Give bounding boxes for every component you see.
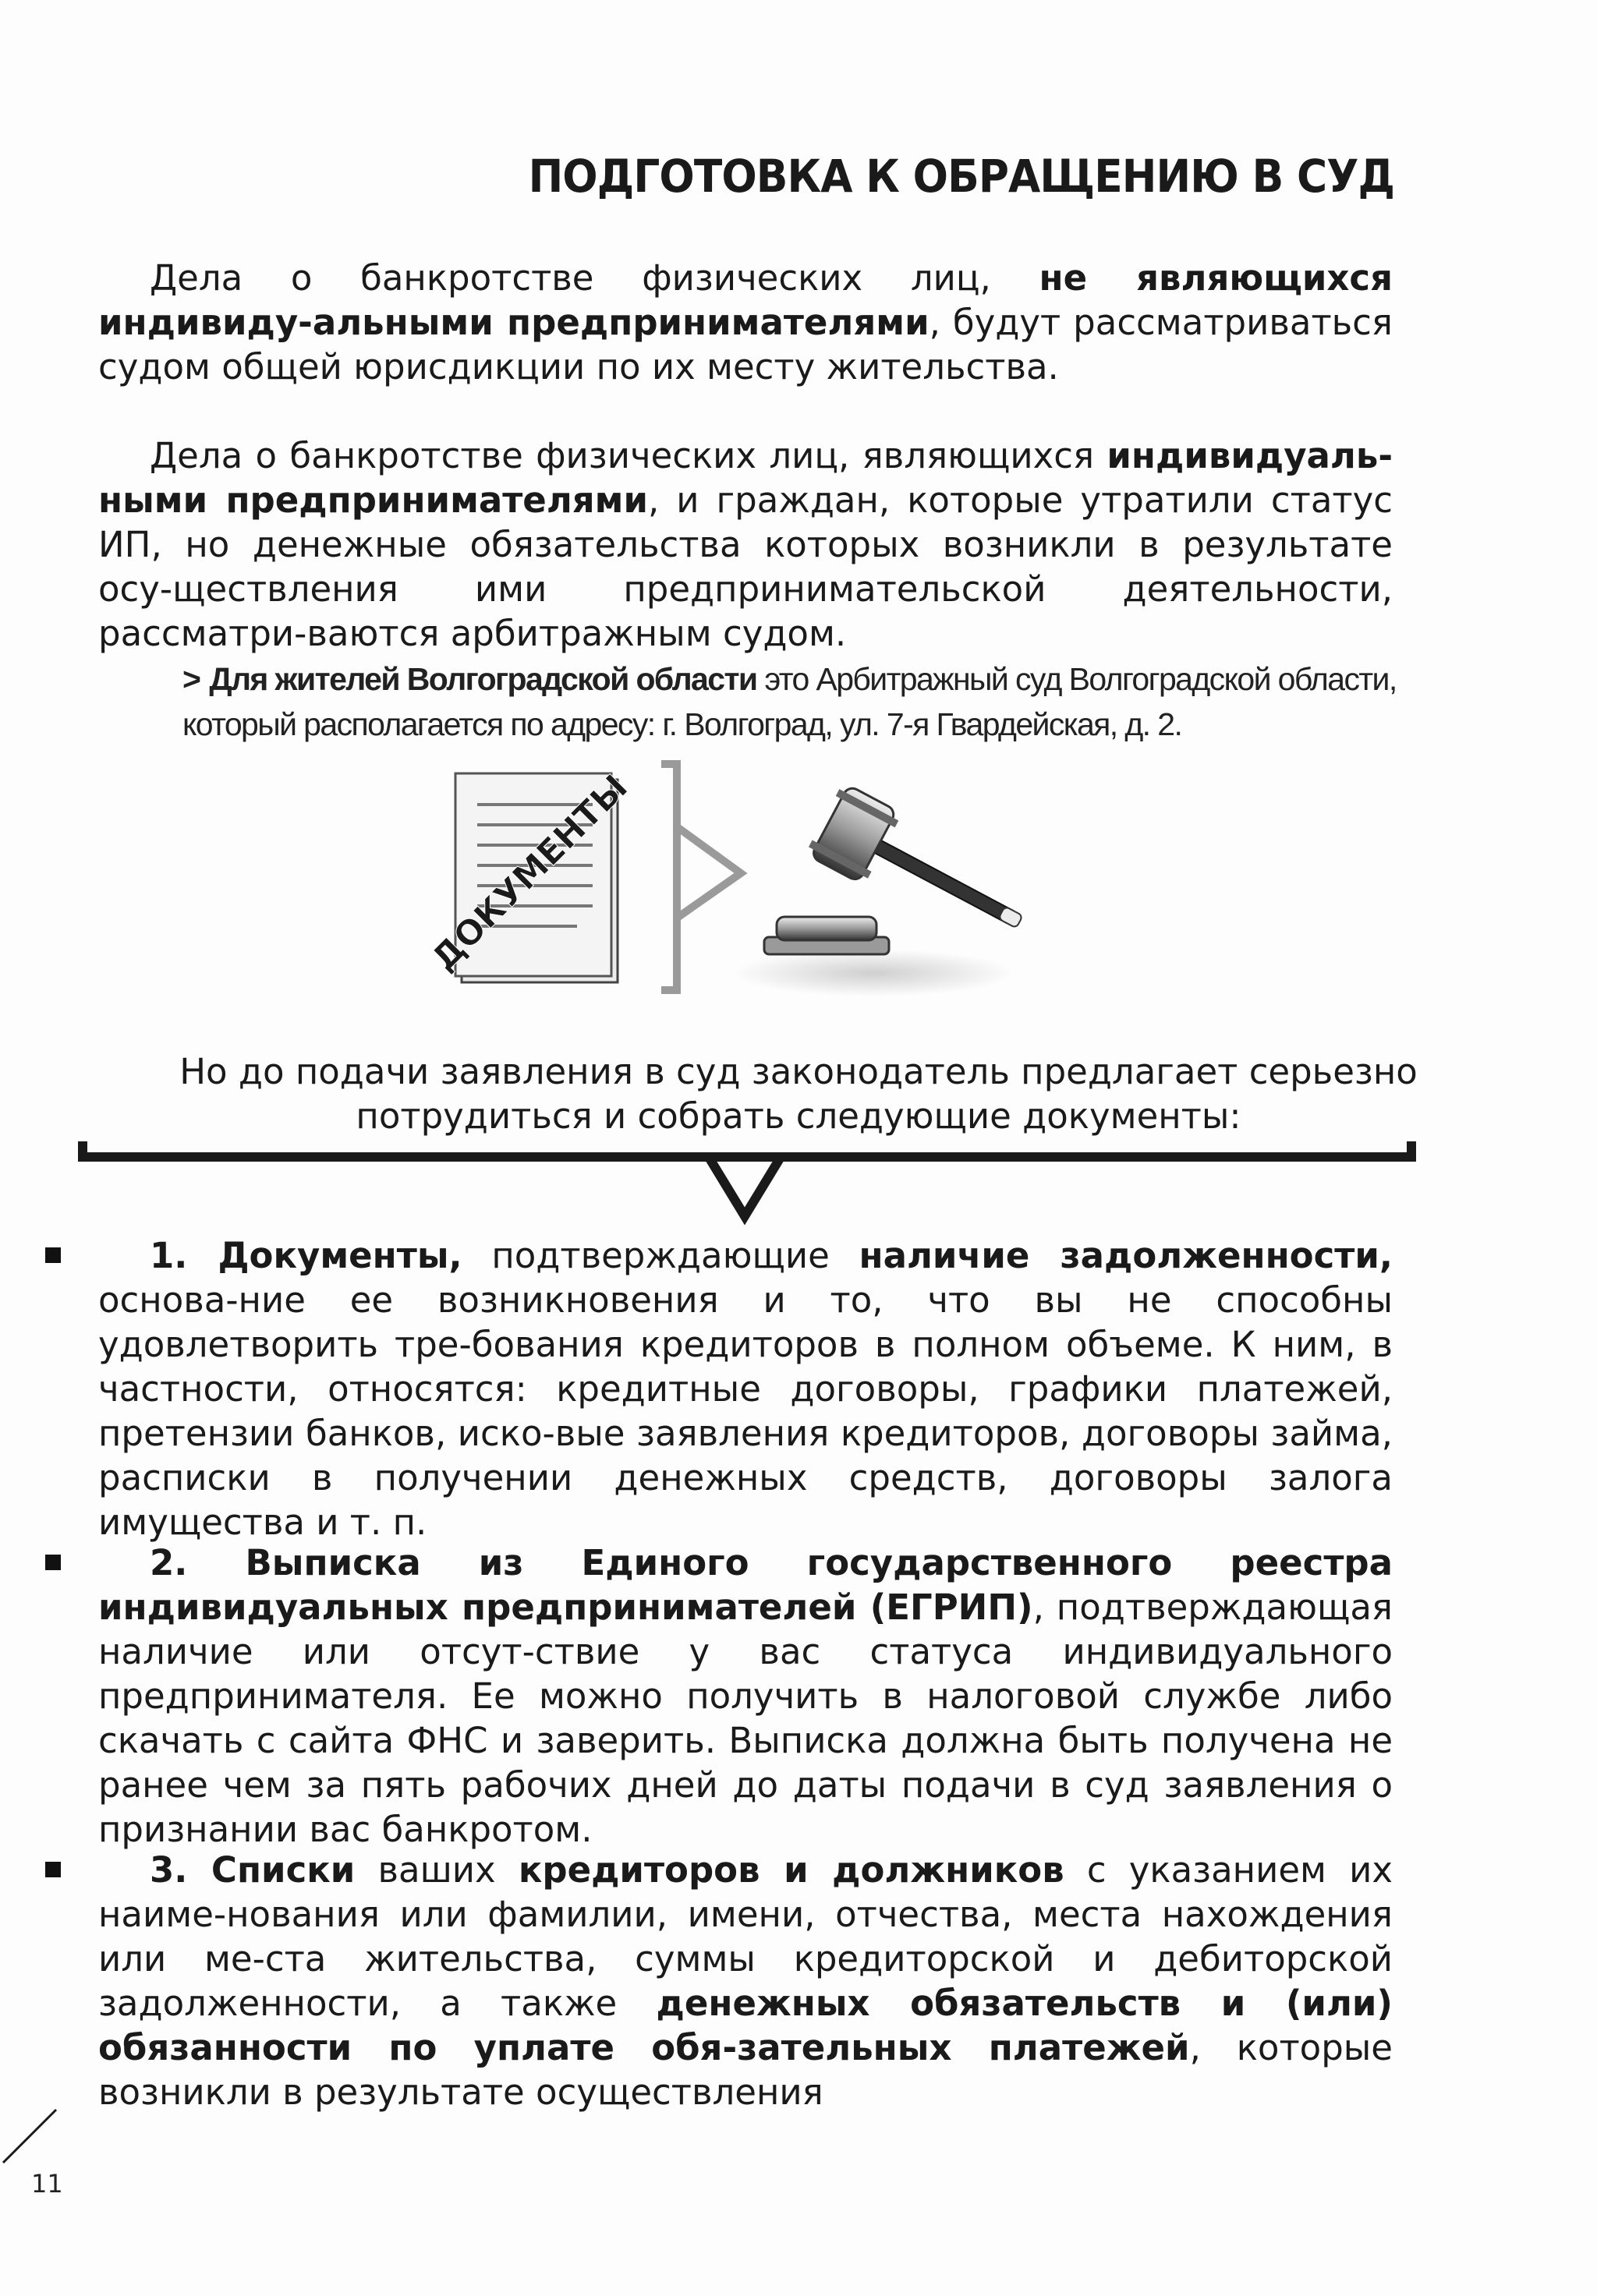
- documents-to-court-illustration: [421, 756, 1123, 1006]
- bracket-arrow-icon: [661, 764, 741, 990]
- item-text: , подтверждающая наличие или отсут-ствие у вас статуса индивидуального предпринимателя. Ее можно получить в налоговой службе либо скачать с сайта ФНС и заверить. Выписка должна быть получена не ранее чем за пять рабочих дней до даты подачи в суд заявления о признании вас банкротом.: [98, 1587, 1393, 1850]
- item-text: , которые возникли в результате осуществления: [98, 2027, 1393, 2113]
- chevron-right-icon: >: [182, 661, 200, 697]
- paragraph-text: Дела о банкротстве физических лиц, являющихся: [150, 435, 1107, 476]
- bullet-icon: [45, 1555, 61, 1570]
- paragraph-bold: не являющихся индивиду-альными предпринимателями: [98, 257, 1393, 343]
- paragraph-text: , и граждан, которые утратили статус ИП, но денежные обязательства которых возникли в результате осу-ществления ими предпринимательской деятельности, рассматри-ваются арбитражным судом.: [98, 479, 1393, 654]
- list-item: [98, 1233, 1393, 1544]
- intro-line-2: потрудиться и собрать следующие документы:: [356, 1095, 1241, 1137]
- list-item: [98, 1848, 1393, 2114]
- bullet-icon: [45, 1862, 61, 1877]
- section-brace-divider: [78, 1130, 1419, 1232]
- paragraph-bold: индивидуаль-ными предпринимателями: [98, 435, 1393, 521]
- bullet-icon: [45, 1247, 61, 1263]
- item-bold: 2. Выписка из Единого государственного реестра индивидуальных предпринимателей (ЕГРИП): [98, 1542, 1393, 1628]
- gavel-icon: [733, 782, 1039, 996]
- note-text: это Арбитражный суд Волгоградской области, который располагается по адресу: г. Волгоград, ул. 7-я Гвардейская, д. 2.: [182, 661, 1397, 742]
- item-bold: 1. Документы,: [150, 1235, 462, 1276]
- volgograd-note: [182, 656, 1399, 747]
- item-text: подтверждающие: [462, 1235, 859, 1276]
- paragraph-arbitration-court: [98, 433, 1393, 656]
- documents-intro: [0, 1049, 1597, 1138]
- item-bold: наличие задолженности,: [859, 1235, 1393, 1276]
- item-text: основа-ние ее возникновения и то, что вы не способны удовлетворить тре-бования кредиторов в полном объеме. К ним, в частности, относятся: кредитные договоры, графики платежей, претензии банков, иско-вые заявления кредиторов, договоры займа, расписки в получении денежных средств, договоры залога имущества и т. п.: [98, 1279, 1393, 1543]
- paragraph-general-jurisdiction: [98, 256, 1393, 389]
- item-bold: кредиторов и должников: [518, 1849, 1064, 1891]
- item-bold: 3. Списки: [150, 1849, 356, 1891]
- page-number: 11: [31, 2169, 63, 2199]
- documents-label: ДОКУМЕНТЫ: [424, 767, 636, 979]
- item-bold: денежных обязательств и (или) обязанности по уплате обя-зательных платежей: [98, 1983, 1393, 2068]
- intro-line-1: Но до подачи заявления в суд законодатель предлагает серьезно: [179, 1051, 1418, 1092]
- item-text: с указанием их наиме-нования или фамилии, имени, отчества, места нахождения или ме-ста жительства, суммы кредиторской и дебиторской задолженности, а также: [98, 1849, 1393, 2024]
- item-text: ваших: [355, 1849, 519, 1891]
- paragraph-text: , будут рассматриваться судом общей юрисдикции по их месту жительства.: [98, 302, 1393, 387]
- paragraph-text: Дела о банкротстве физических лиц,: [150, 257, 1039, 299]
- note-bold: Для жителей Волгоградской области: [209, 661, 757, 697]
- page-title: ПОДГОТОВКА К ОБРАЩЕНИЮ В СУД: [528, 150, 1394, 203]
- list-item: [98, 1541, 1393, 1852]
